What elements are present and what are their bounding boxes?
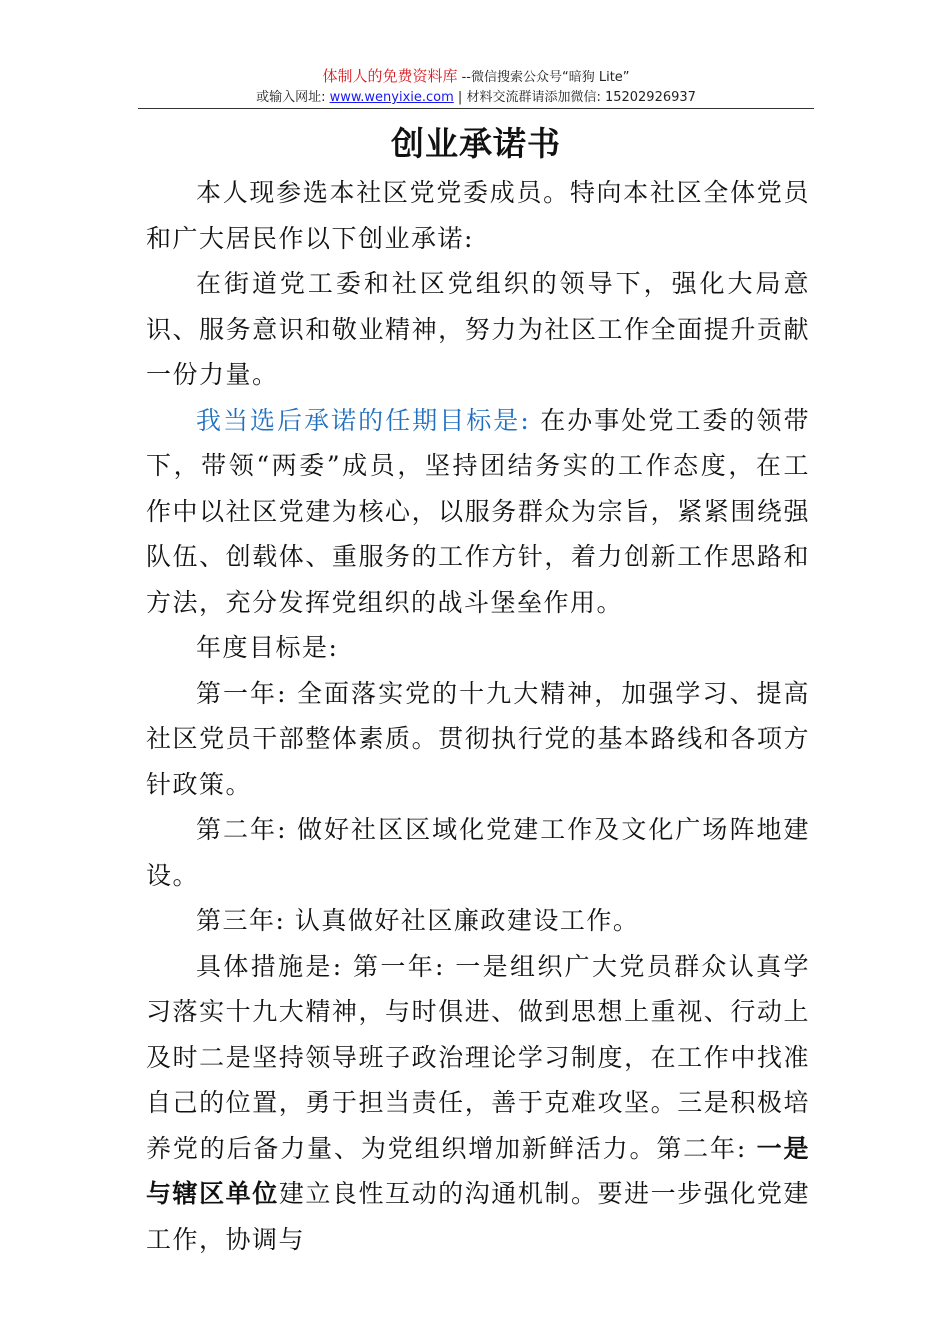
page-header xyxy=(138,66,814,108)
measures-text-a: 具体措施是: 第一年: 一是组织广大党员群众认真学习落实十九大精神，与时俱进、做到思想上重视、行动上及时二是坚持领导班子政治理论学习制度，在工作中找准自己的位置，勇于担当责任，善于克难攻坚。三是积极培养党的后备力量、为党组织增加新鲜活力。第二年: xyxy=(146,951,810,1163)
paragraph-year-three: 第三年: 认真做好社区廉政建设工作。 xyxy=(196,906,640,935)
paragraph-measures xyxy=(146,944,810,1263)
measures-bold-text: 一是与辖区单位 xyxy=(146,1133,810,1208)
url-prefix: 或输入网址: xyxy=(256,90,330,105)
paragraph-term-goals xyxy=(146,398,810,626)
contact-text: | 材料交流群请添加微信: 15202926937 xyxy=(453,90,696,105)
term-goals-heading: 我当选后承诺的任期目标是: xyxy=(196,405,531,435)
paragraph-year-two: 第二年: 做好社区区域化党建工作及文化广场阵地建设。 xyxy=(146,815,810,890)
header-line-2 xyxy=(138,88,814,108)
paragraph-intro: 本人现参选本社区党党委成员。特向本社区全体党员和广大居民作以下创业承诺: xyxy=(146,178,810,253)
document-title: 创业承诺书 xyxy=(391,124,561,163)
paragraph-commitment: 在街道党工委和社区党组织的领导下，强化大局意识、服务意识和敬业精神，努力为社区工作全面提升贡献一份力量。 xyxy=(146,269,810,389)
header-tagline: --微信搜索公众号“暗狗 Lite” xyxy=(457,70,630,85)
paragraph-year-one: 第一年: 全面落实党的十九大精神，加强学习、提高社区党员干部整体素质。贯彻执行党的基本路线和各项方针政策。 xyxy=(146,678,810,799)
paragraph-annual-goals: 年度目标是: xyxy=(196,633,339,662)
website-link[interactable]: www.wenyixie.com xyxy=(329,90,454,105)
brand-text: 体制人的免费资料库 xyxy=(322,67,458,85)
document-body xyxy=(146,170,810,1262)
header-divider xyxy=(138,108,814,109)
measures-text-b: 建立良性互动的沟通机制。要进一步强化党建工作，协调与 xyxy=(146,1179,810,1254)
header-line-1 xyxy=(138,66,814,88)
term-goals-text: 在办事处党工委的领带下，带领“两委”成员，坚持团结务实的工作态度，在工作中以社区党建为核心，以服务群众为宗旨，紧紧围绕强队伍、创载体、重服务的工作方针，着力创新工作思路和方法，充分发挥党组织的战斗堡垒作用。 xyxy=(146,405,810,617)
